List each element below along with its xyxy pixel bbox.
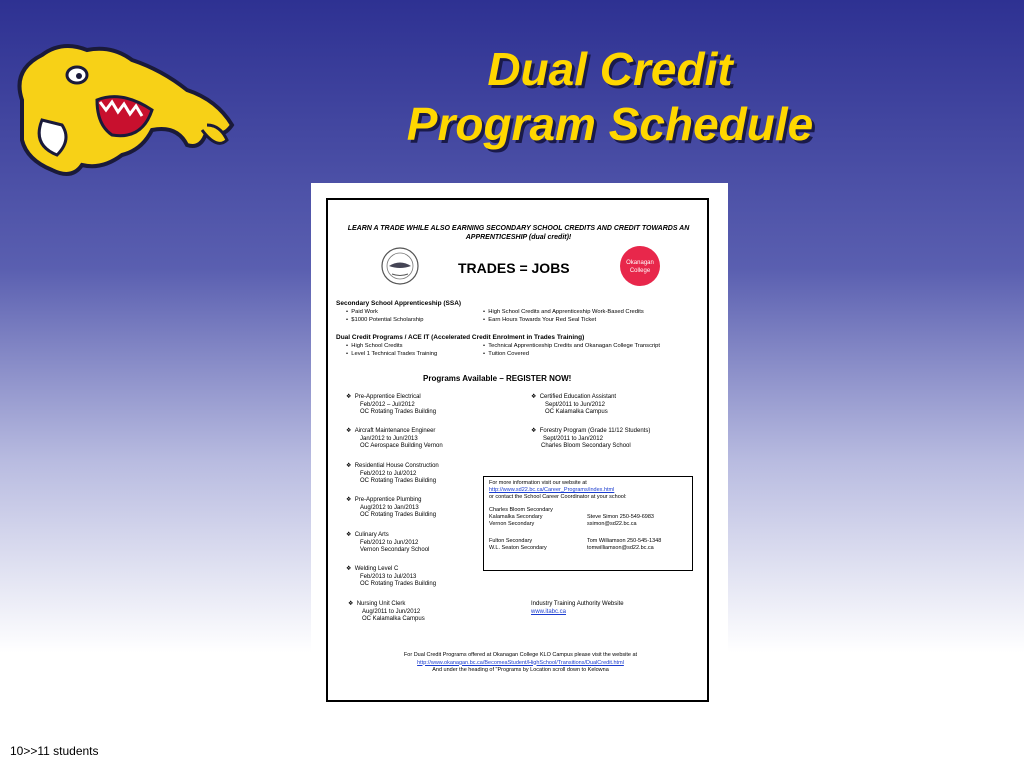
trades-jobs-heading: TRADES = JOBS (458, 260, 570, 276)
list-item: • Technical Apprenticeship Credits and Okanagan College Transcript (483, 343, 661, 349)
program-item: ❖ Welding Level C Feb/2013 to Jul/2013 OC Rotating Trades Building (346, 566, 437, 587)
contact-info-box: For more information visit our website at http://www.sd22.bc.ca/Career_Programs/index.html or contact the School Career Coordinator at your school: Charles Bloom Secondary Kalamalka Secondary Vernon Secondary Steve Simon 250-549-6983 ssimon@sd22.bc.ca Fulton Secondary W.L. Seaton Secondary Tom Williamson 250-545-1348 tomwilliamson@sd22.bc.ca (483, 476, 693, 571)
ita-link[interactable]: www.itabc.ca (531, 608, 567, 615)
ssa-right-list (483, 309, 644, 324)
college-logo: Okanagan College (620, 246, 660, 286)
list-item: • Level 1 Technical Trades Training (346, 350, 438, 357)
title-line-2: Program Schedule (406, 98, 814, 150)
programs-heading: Programs Available – REGISTER NOW! (423, 374, 572, 383)
program-item: ❖ Culinary Arts Feb/2012 to Jun/2012 Vernon Secondary School (346, 532, 430, 553)
program-item: ❖ Residential House Construction Feb/2012 to Jul/2012 OC Rotating Trades Building (346, 463, 439, 484)
program-item: ❖ Certified Education Assistant Sept/2011 to Jun/2012 OC Kalamalka Campus (531, 394, 617, 415)
program-item: ❖ Pre-Apprentice Electrical Feb/2012 – Jul/2012 OC Rotating Trades Building (346, 394, 437, 415)
ace-right-list (483, 343, 660, 358)
ssa-left-list (346, 309, 423, 324)
list-item: • Tuition Covered (483, 350, 529, 357)
flyer-document (326, 198, 709, 702)
footer-note: 10>>11 students (10, 744, 99, 758)
program-item: ❖ Forestry Program (Grade 11/12 Students) Sept/2011 to Jan/2012 Charles Bloom Secondary School (531, 428, 651, 449)
list-item: • $1000 Potential Scholarship (346, 316, 424, 323)
ace-heading: Dual Credit Programs / ACE IT (Accelerated Credit Enrolment in Trades Training) (336, 334, 585, 341)
ita-website: Industry Training Authority Website www.itabc.ca (531, 601, 624, 615)
school-district-logo (380, 244, 420, 290)
program-item: ❖ Pre-Apprentice Plumbing Aug/2012 to Jan/2013 OC Rotating Trades Building (346, 497, 437, 518)
bottom-note: For Dual Credit Programs offered at Okanagan College KLO Campus please visit the website at http://www.okanagan.bc.ca/BecomeaStudent/HighSchool/Transitions/DualCredit.html And under the heading of "Programs by Location scroll down to Kelowna (348, 652, 693, 675)
ace-left-list (346, 343, 437, 358)
ssa-heading: Secondary School Apprenticeship (SSA) (336, 300, 462, 307)
program-item: ❖ Aircraft Maintenance Engineer Jan/2012 to Jun/2013 OC Aerospace Building Vernon (346, 428, 443, 449)
mascot-logo (2, 30, 242, 180)
list-item: • Earn Hours Towards Your Red Seal Ticket (483, 316, 597, 323)
okanagan-link[interactable]: http://www.okanagan.bc.ca/BecomeaStudent/HighSchool/Transitions/DualCredit.html (417, 659, 624, 666)
title-line-1: Dual Credit (487, 43, 733, 95)
program-item: ❖ Nursing Unit Clerk Aug/2011 to Jun/2012 OC Kalamalka Campus (348, 601, 425, 622)
list-item: • High School Credits (346, 343, 403, 349)
district-website-link[interactable]: http://www.sd22.bc.ca/Career_Programs/index.html (489, 487, 615, 493)
flyer-headline: LEARN A TRADE WHILE ALSO EARNING SECONDARY SCHOOL CREDITS AND CREDIT TOWARDS AN APPRENTICESHIP (dual credit)! (347, 225, 690, 241)
list-item: • High School Credits and Apprenticeship Work-Based Credits (483, 309, 644, 315)
page-title (330, 42, 890, 152)
list-item: • Paid Work (346, 309, 378, 315)
